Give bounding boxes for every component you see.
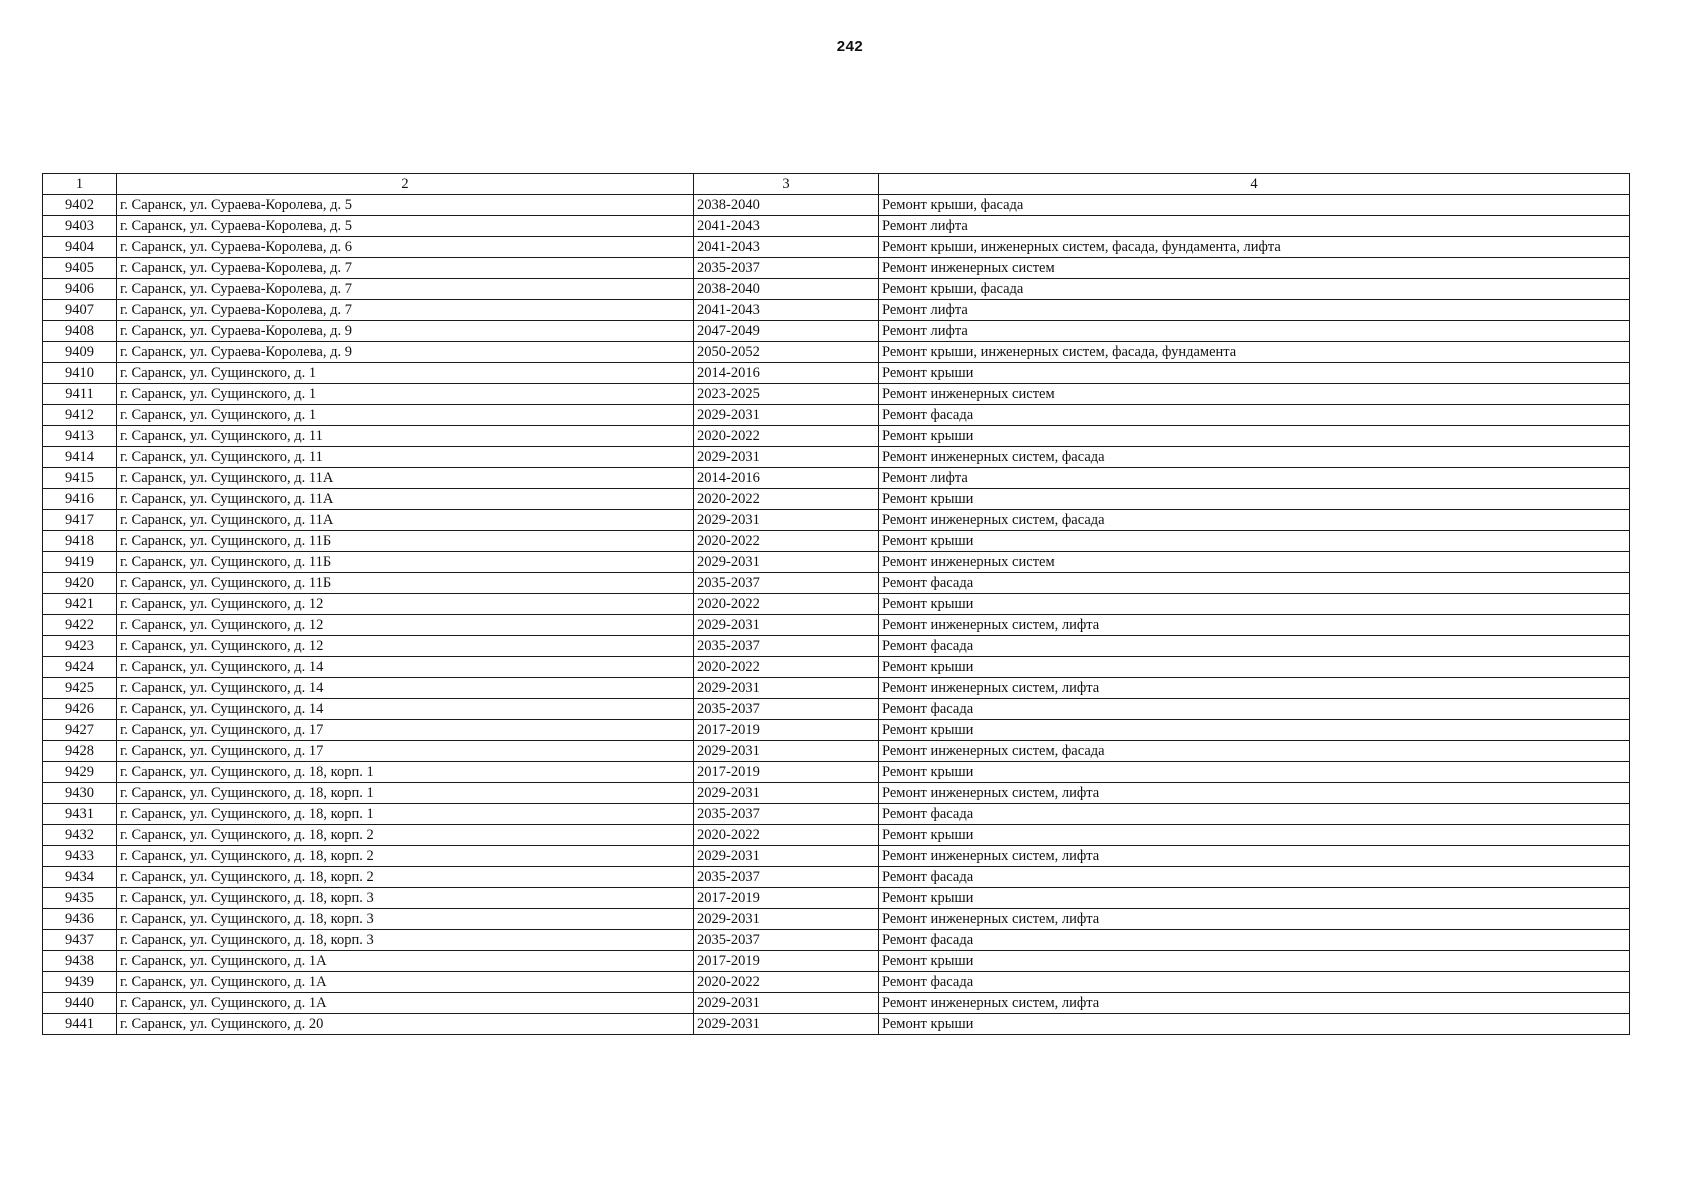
row-number-cell: 9434 [43, 867, 117, 888]
table-row [43, 342, 1630, 363]
table-row [43, 972, 1630, 993]
work-type-cell: Ремонт инженерных систем, лифта [879, 993, 1630, 1014]
table-row [43, 720, 1630, 741]
work-type-cell: Ремонт инженерных систем, фасада [879, 741, 1630, 762]
address-cell: г. Саранск, ул. Сущинского, д. 18, корп. 3 [117, 930, 694, 951]
period-cell: 2017-2019 [694, 888, 879, 909]
period-cell: 2029-2031 [694, 909, 879, 930]
row-number-cell: 9436 [43, 909, 117, 930]
row-number-cell: 9415 [43, 468, 117, 489]
row-number-cell: 9417 [43, 510, 117, 531]
work-type-cell: Ремонт фасада [879, 699, 1630, 720]
row-number-cell: 9429 [43, 762, 117, 783]
period-cell: 2035-2037 [694, 258, 879, 279]
address-cell: г. Саранск, ул. Сущинского, д. 14 [117, 657, 694, 678]
table-row [43, 930, 1630, 951]
row-number-cell: 9408 [43, 321, 117, 342]
work-type-cell: Ремонт инженерных систем, лифта [879, 909, 1630, 930]
address-cell: г. Саранск, ул. Сураева-Королева, д. 7 [117, 258, 694, 279]
row-number-cell: 9403 [43, 216, 117, 237]
period-cell: 2029-2031 [694, 447, 879, 468]
period-cell: 2020-2022 [694, 426, 879, 447]
address-cell: г. Саранск, ул. Сущинского, д. 17 [117, 720, 694, 741]
work-type-cell: Ремонт крыши [879, 720, 1630, 741]
address-cell: г. Саранск, ул. Сущинского, д. 12 [117, 594, 694, 615]
work-type-cell: Ремонт инженерных систем [879, 258, 1630, 279]
period-cell: 2035-2037 [694, 930, 879, 951]
table-body [43, 195, 1630, 1035]
address-cell: г. Саранск, ул. Сущинского, д. 11А [117, 510, 694, 531]
period-cell: 2035-2037 [694, 699, 879, 720]
address-cell: г. Саранск, ул. Сущинского, д. 12 [117, 615, 694, 636]
period-cell: 2023-2025 [694, 384, 879, 405]
address-cell: г. Саранск, ул. Сущинского, д. 18, корп. 3 [117, 888, 694, 909]
address-cell: г. Саранск, ул. Сущинского, д. 11Б [117, 552, 694, 573]
period-cell: 2020-2022 [694, 531, 879, 552]
row-number-cell: 9425 [43, 678, 117, 699]
row-number-cell: 9422 [43, 615, 117, 636]
row-number-cell: 9414 [43, 447, 117, 468]
page-number: 242 [836, 38, 864, 55]
work-type-cell: Ремонт лифта [879, 468, 1630, 489]
row-number-cell: 9409 [43, 342, 117, 363]
address-cell: г. Саранск, ул. Сущинского, д. 11Б [117, 531, 694, 552]
table-row [43, 615, 1630, 636]
row-number-cell: 9407 [43, 300, 117, 321]
period-cell: 2029-2031 [694, 783, 879, 804]
period-cell: 2014-2016 [694, 363, 879, 384]
work-type-cell: Ремонт крыши [879, 951, 1630, 972]
period-cell: 2020-2022 [694, 657, 879, 678]
work-type-cell: Ремонт крыши [879, 489, 1630, 510]
row-number-cell: 9413 [43, 426, 117, 447]
address-cell: г. Саранск, ул. Сущинского, д. 11А [117, 489, 694, 510]
address-cell: г. Саранск, ул. Сущинского, д. 14 [117, 699, 694, 720]
table-row [43, 489, 1630, 510]
period-cell: 2038-2040 [694, 195, 879, 216]
work-type-cell: Ремонт крыши, фасада [879, 195, 1630, 216]
period-cell: 2029-2031 [694, 405, 879, 426]
address-cell: г. Саранск, ул. Сущинского, д. 12 [117, 636, 694, 657]
period-cell: 2017-2019 [694, 720, 879, 741]
work-type-cell: Ремонт инженерных систем, лифта [879, 783, 1630, 804]
table-row [43, 195, 1630, 216]
row-number-cell: 9402 [43, 195, 117, 216]
address-cell: г. Саранск, ул. Сущинского, д. 1 [117, 384, 694, 405]
row-number-cell: 9421 [43, 594, 117, 615]
row-number-cell: 9431 [43, 804, 117, 825]
row-number-cell: 9426 [43, 699, 117, 720]
period-cell: 2029-2031 [694, 510, 879, 531]
work-type-cell: Ремонт фасада [879, 405, 1630, 426]
period-cell: 2029-2031 [694, 615, 879, 636]
period-cell: 2035-2037 [694, 636, 879, 657]
period-cell: 2014-2016 [694, 468, 879, 489]
work-type-cell: Ремонт инженерных систем, фасада [879, 510, 1630, 531]
table-row [43, 468, 1630, 489]
address-cell: г. Саранск, ул. Сураева-Королева, д. 6 [117, 237, 694, 258]
header-col-1: 1 [43, 174, 117, 195]
address-cell: г. Саранск, ул. Сущинского, д. 20 [117, 1014, 694, 1035]
work-type-cell: Ремонт крыши [879, 825, 1630, 846]
work-type-cell: Ремонт фасада [879, 867, 1630, 888]
row-number-cell: 9433 [43, 846, 117, 867]
work-type-cell: Ремонт крыши [879, 1014, 1630, 1035]
address-cell: г. Саранск, ул. Сураева-Королева, д. 9 [117, 342, 694, 363]
period-cell: 2050-2052 [694, 342, 879, 363]
work-type-cell: Ремонт крыши, фасада [879, 279, 1630, 300]
period-cell: 2041-2043 [694, 300, 879, 321]
work-type-cell: Ремонт инженерных систем [879, 552, 1630, 573]
table-row [43, 216, 1630, 237]
table-row [43, 699, 1630, 720]
row-number-cell: 9440 [43, 993, 117, 1014]
work-type-cell: Ремонт крыши [879, 888, 1630, 909]
row-number-cell: 9418 [43, 531, 117, 552]
address-cell: г. Саранск, ул. Сущинского, д. 18, корп. 1 [117, 783, 694, 804]
table-row [43, 741, 1630, 762]
table-row [43, 783, 1630, 804]
work-type-cell: Ремонт фасада [879, 972, 1630, 993]
work-type-cell: Ремонт лифта [879, 321, 1630, 342]
row-number-cell: 9432 [43, 825, 117, 846]
work-type-cell: Ремонт крыши [879, 594, 1630, 615]
row-number-cell: 9424 [43, 657, 117, 678]
table-row [43, 762, 1630, 783]
row-number-cell: 9430 [43, 783, 117, 804]
period-cell: 2035-2037 [694, 573, 879, 594]
period-cell: 2029-2031 [694, 678, 879, 699]
table-row [43, 804, 1630, 825]
address-cell: г. Саранск, ул. Сураева-Королева, д. 5 [117, 216, 694, 237]
table-row [43, 1014, 1630, 1035]
row-number-cell: 9441 [43, 1014, 117, 1035]
address-cell: г. Саранск, ул. Сураева-Королева, д. 7 [117, 300, 694, 321]
table-row [43, 678, 1630, 699]
table-row [43, 405, 1630, 426]
row-number-cell: 9427 [43, 720, 117, 741]
table-row [43, 657, 1630, 678]
period-cell: 2017-2019 [694, 951, 879, 972]
table-row [43, 279, 1630, 300]
work-type-cell: Ремонт крыши [879, 363, 1630, 384]
address-cell: г. Саранск, ул. Сущинского, д. 18, корп. 3 [117, 909, 694, 930]
row-number-cell: 9406 [43, 279, 117, 300]
header-col-4: 4 [879, 174, 1630, 195]
row-number-cell: 9405 [43, 258, 117, 279]
period-cell: 2020-2022 [694, 825, 879, 846]
period-cell: 2035-2037 [694, 867, 879, 888]
row-number-cell: 9416 [43, 489, 117, 510]
work-type-cell: Ремонт инженерных систем, лифта [879, 615, 1630, 636]
row-number-cell: 9435 [43, 888, 117, 909]
row-number-cell: 9437 [43, 930, 117, 951]
address-cell: г. Саранск, ул. Сущинского, д. 1 [117, 405, 694, 426]
table-row [43, 426, 1630, 447]
address-cell: г. Саранск, ул. Сущинского, д. 11А [117, 468, 694, 489]
row-number-cell: 9419 [43, 552, 117, 573]
row-number-cell: 9428 [43, 741, 117, 762]
address-cell: г. Саранск, ул. Сущинского, д. 1А [117, 972, 694, 993]
header-row [43, 174, 1630, 195]
table-row [43, 951, 1630, 972]
table-row [43, 846, 1630, 867]
repair-schedule-table-container [42, 173, 1629, 1035]
address-cell: г. Саранск, ул. Сущинского, д. 11Б [117, 573, 694, 594]
table-row [43, 237, 1630, 258]
work-type-cell: Ремонт фасада [879, 636, 1630, 657]
period-cell: 2029-2031 [694, 1014, 879, 1035]
work-type-cell: Ремонт фасада [879, 930, 1630, 951]
period-cell: 2041-2043 [694, 216, 879, 237]
row-number-cell: 9420 [43, 573, 117, 594]
address-cell: г. Саранск, ул. Сущинского, д. 1А [117, 951, 694, 972]
address-cell: г. Саранск, ул. Сущинского, д. 11 [117, 447, 694, 468]
table-row [43, 594, 1630, 615]
period-cell: 2020-2022 [694, 972, 879, 993]
header-col-3: 3 [694, 174, 879, 195]
address-cell: г. Саранск, ул. Сущинского, д. 18, корп. 1 [117, 804, 694, 825]
work-type-cell: Ремонт крыши [879, 762, 1630, 783]
work-type-cell: Ремонт лифта [879, 300, 1630, 321]
table-row [43, 573, 1630, 594]
table-row [43, 258, 1630, 279]
address-cell: г. Саранск, ул. Сущинского, д. 1А [117, 993, 694, 1014]
address-cell: г. Саранск, ул. Сущинского, д. 11 [117, 426, 694, 447]
repair-schedule-table [42, 173, 1630, 1035]
address-cell: г. Саранск, ул. Сураева-Королева, д. 5 [117, 195, 694, 216]
address-cell: г. Саранск, ул. Сущинского, д. 17 [117, 741, 694, 762]
work-type-cell: Ремонт инженерных систем, фасада [879, 447, 1630, 468]
row-number-cell: 9411 [43, 384, 117, 405]
table-row [43, 867, 1630, 888]
period-cell: 2017-2019 [694, 762, 879, 783]
row-number-cell: 9410 [43, 363, 117, 384]
row-number-cell: 9412 [43, 405, 117, 426]
work-type-cell: Ремонт крыши, инженерных систем, фасада, фундамента [879, 342, 1630, 363]
table-row [43, 447, 1630, 468]
period-cell: 2035-2037 [694, 804, 879, 825]
table-row [43, 909, 1630, 930]
work-type-cell: Ремонт инженерных систем, лифта [879, 678, 1630, 699]
period-cell: 2047-2049 [694, 321, 879, 342]
work-type-cell: Ремонт крыши [879, 426, 1630, 447]
address-cell: г. Саранск, ул. Сущинского, д. 14 [117, 678, 694, 699]
work-type-cell: Ремонт инженерных систем [879, 384, 1630, 405]
table-row [43, 636, 1630, 657]
period-cell: 2029-2031 [694, 552, 879, 573]
table-header [43, 174, 1630, 195]
header-col-2: 2 [117, 174, 694, 195]
row-number-cell: 9404 [43, 237, 117, 258]
period-cell: 2041-2043 [694, 237, 879, 258]
period-cell: 2029-2031 [694, 993, 879, 1014]
period-cell: 2020-2022 [694, 489, 879, 510]
table-row [43, 552, 1630, 573]
work-type-cell: Ремонт фасада [879, 804, 1630, 825]
row-number-cell: 9438 [43, 951, 117, 972]
address-cell: г. Саранск, ул. Сущинского, д. 18, корп. 2 [117, 825, 694, 846]
table-row [43, 825, 1630, 846]
address-cell: г. Саранск, ул. Сущинского, д. 18, корп. 1 [117, 762, 694, 783]
row-number-cell: 9423 [43, 636, 117, 657]
work-type-cell: Ремонт фасада [879, 573, 1630, 594]
table-row [43, 510, 1630, 531]
period-cell: 2029-2031 [694, 846, 879, 867]
table-row [43, 531, 1630, 552]
table-row [43, 384, 1630, 405]
work-type-cell: Ремонт крыши [879, 657, 1630, 678]
work-type-cell: Ремонт лифта [879, 216, 1630, 237]
address-cell: г. Саранск, ул. Сураева-Королева, д. 9 [117, 321, 694, 342]
table-row [43, 300, 1630, 321]
work-type-cell: Ремонт крыши [879, 531, 1630, 552]
period-cell: 2029-2031 [694, 741, 879, 762]
table-row [43, 363, 1630, 384]
address-cell: г. Саранск, ул. Сураева-Королева, д. 7 [117, 279, 694, 300]
work-type-cell: Ремонт крыши, инженерных систем, фасада, фундамента, лифта [879, 237, 1630, 258]
row-number-cell: 9439 [43, 972, 117, 993]
address-cell: г. Саранск, ул. Сущинского, д. 1 [117, 363, 694, 384]
table-row [43, 321, 1630, 342]
period-cell: 2038-2040 [694, 279, 879, 300]
work-type-cell: Ремонт инженерных систем, лифта [879, 846, 1630, 867]
table-row [43, 888, 1630, 909]
period-cell: 2020-2022 [694, 594, 879, 615]
address-cell: г. Саранск, ул. Сущинского, д. 18, корп. 2 [117, 846, 694, 867]
address-cell: г. Саранск, ул. Сущинского, д. 18, корп. 2 [117, 867, 694, 888]
table-row [43, 993, 1630, 1014]
